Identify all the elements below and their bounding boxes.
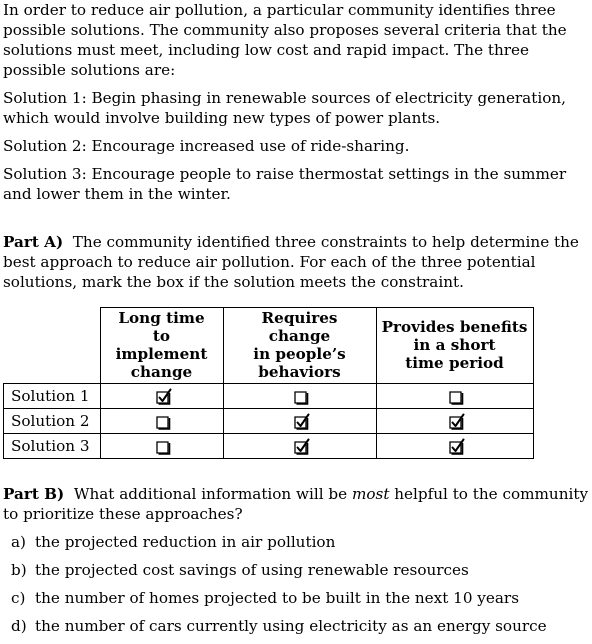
choice-a-letter: a) xyxy=(11,533,26,551)
solution-3-text: Encourage people to raise thermostat settings in the summer and lower them in the winter. xyxy=(3,165,567,203)
table-row xyxy=(4,409,534,434)
checkbox-icon[interactable] xyxy=(449,416,461,428)
solution-1 xyxy=(3,88,589,128)
checkbox-icon[interactable] xyxy=(449,391,461,403)
part-a-text: The community identified three constraints to help determine the best approach to reduce air pollution. For each of the three potential solutions, mark the box if the solution meets the constraint. xyxy=(3,233,579,291)
row-label-solution-1: Solution 1 xyxy=(4,384,101,409)
table-header-row xyxy=(4,308,534,384)
choice-d[interactable] xyxy=(11,616,589,636)
header-requires-change: Requires change in people’s behaviors xyxy=(223,308,376,384)
solution-3-label: Solution 3: xyxy=(3,165,87,183)
checkbox-icon[interactable] xyxy=(294,416,306,428)
choice-a[interactable] xyxy=(11,532,589,552)
solution-2-label: Solution 2: xyxy=(3,137,87,155)
part-b-text-before: What additional information will be xyxy=(73,485,348,503)
choice-b[interactable] xyxy=(11,560,589,580)
choice-b-letter: b) xyxy=(11,561,27,579)
document-page xyxy=(3,0,589,644)
checkbox-icon[interactable] xyxy=(156,416,168,428)
row-label-solution-2: Solution 2 xyxy=(4,409,101,434)
checkbox-icon[interactable] xyxy=(294,391,306,403)
solution-1-text: Begin phasing in renewable sources of electricity generation, which would involve building new types of power plants. xyxy=(3,89,566,127)
solution-2 xyxy=(3,136,589,156)
row-label-solution-3: Solution 3 xyxy=(4,434,101,459)
checkbox-icon[interactable] xyxy=(294,441,306,453)
table-row xyxy=(4,434,534,459)
header-provides-benefits: Provides benefits in a short time period xyxy=(376,308,533,384)
intro-paragraph: In order to reduce air pollution, a particular community identifies three possible solutions. The community also proposes several criteria that the solutions must meet, including low cost and rapid impact. The three possible solutions are: xyxy=(3,1,567,79)
choice-a-text: the projected reduction in air pollution xyxy=(35,533,336,551)
solution-2-text: Encourage increased use of ride-sharing. xyxy=(91,137,410,155)
choice-c-text: the number of homes projected to be built in the next 10 years xyxy=(35,589,519,607)
answer-choices xyxy=(3,532,589,636)
choice-c-letter: c) xyxy=(11,589,26,607)
part-b-text-after: helpful to the community to prioritize these approaches? xyxy=(3,485,589,523)
checkbox-icon[interactable] xyxy=(449,441,461,453)
choice-b-text: the projected cost savings of using renewable resources xyxy=(35,561,469,579)
choice-c[interactable] xyxy=(11,588,589,608)
choice-d-letter: d) xyxy=(11,617,27,635)
part-b-prompt xyxy=(3,484,589,524)
part-a-prompt xyxy=(3,232,589,292)
constraints-table xyxy=(3,307,534,459)
checkbox-icon[interactable] xyxy=(156,441,168,453)
checkbox-icon[interactable] xyxy=(156,391,168,403)
part-a-label: Part A) xyxy=(3,233,64,251)
solution-3 xyxy=(3,164,589,204)
table-row xyxy=(4,384,534,409)
choice-d-text: the number of cars currently using electricity as an energy source xyxy=(35,617,547,635)
header-long-time: Long time to implement change xyxy=(100,308,223,384)
solution-1-label: Solution 1: xyxy=(3,89,87,107)
table-corner xyxy=(4,308,101,384)
part-b-emphasis: most xyxy=(351,485,390,503)
part-b-label: Part B) xyxy=(3,485,65,503)
